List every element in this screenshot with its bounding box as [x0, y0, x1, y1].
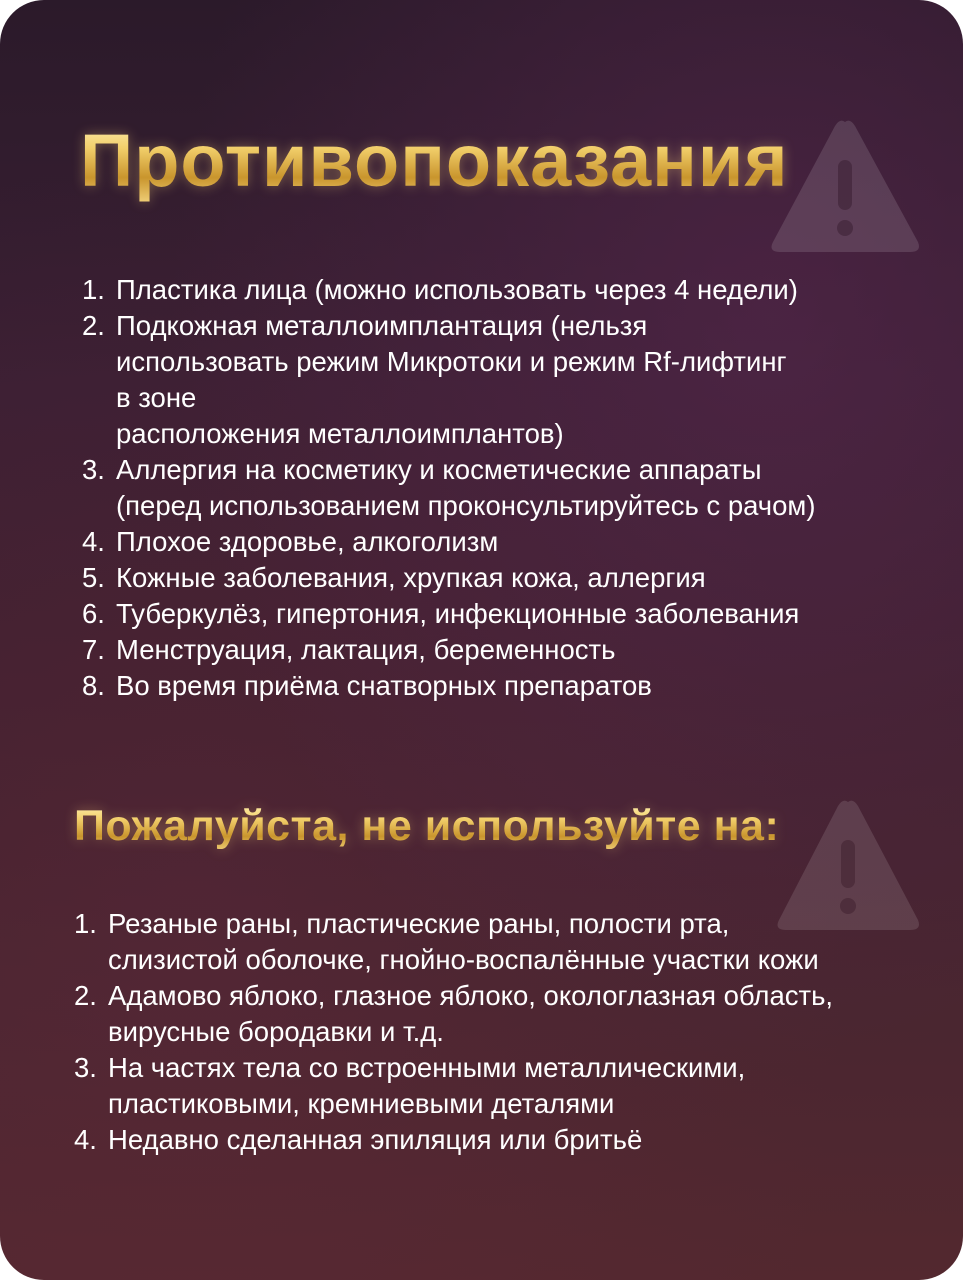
warning-triangle-icon: [766, 116, 924, 258]
list-item: 7. Менструация, лактация, беременность: [82, 634, 616, 665]
list-item: 8. Во время приёма снатворных препаратов: [82, 670, 652, 701]
do-not-use-list: [74, 906, 934, 1158]
list-item: 5. Кожные заболевания, хрупкая кожа, аллергия: [82, 562, 706, 593]
list-item: 6. Туберкулёз, гипертония, инфекционные заболевания: [82, 598, 800, 629]
contraindications-heading: Противопоказания: [80, 119, 789, 202]
list-item: 4. Недавно сделанная эпиляция или бритьё: [74, 1124, 643, 1155]
list-item: 1. Резаные раны, пластические раны, полости рта, слизистой оболочке, гнойно-воспалённые участки кожи: [74, 908, 819, 975]
contraindications-list: [82, 272, 942, 704]
list-item: 2. Подкожная металлоимплантация (нельзя использовать режим Микротоки и режим Rf-лифтинг в зоне расположения металлоимплантов): [82, 310, 787, 449]
list-item: 2. Адамово яблоко, глазное яблоко, окологлазная область, вирусные бородавки и т.д.: [74, 980, 834, 1047]
list-item: 3. Аллергия на косметику и косметические аппараты (перед использованием проконсультируйтесь с рачом): [82, 454, 816, 521]
list-item: 1. Пластика лица (можно использовать через 4 недели): [82, 274, 798, 305]
list-item: 3. На частях тела со встроенными металлическими, пластиковыми, кремниевыми деталями: [74, 1052, 746, 1119]
do-not-use-heading: Пожалуйста, не используйте на:: [74, 802, 780, 850]
list-item: 4. Плохое здоровье, алкоголизм: [82, 526, 499, 557]
